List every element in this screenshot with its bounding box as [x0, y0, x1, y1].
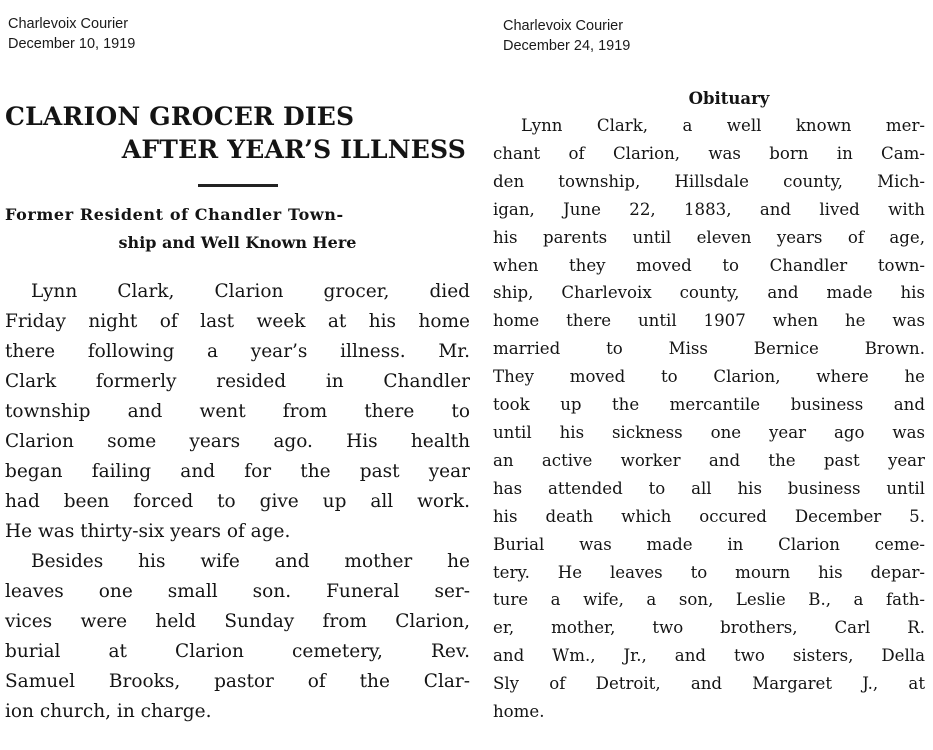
right-source-name: Charlevoix Courier	[503, 18, 624, 34]
text-line: an active worker and the past year	[493, 450, 925, 470]
text-line: igan, June 22, 1883, and lived with	[493, 199, 925, 219]
text-line: there following a year’s illness. Mr.	[5, 341, 470, 362]
text-line: has attended to all his business until	[493, 478, 925, 498]
text-line: married to Miss Bernice Brown.	[493, 339, 925, 359]
article-subheadline	[5, 201, 470, 257]
obituary-clipping	[493, 86, 925, 726]
text-line: vices were held Sunday from Clarion,	[5, 611, 470, 632]
text-line: Sly of Detroit, and Margaret J., at	[493, 674, 925, 694]
left-source-name: Charlevoix Courier	[8, 16, 129, 32]
subhead-line-2: ship and Well Known Here	[118, 233, 357, 252]
subhead-line-1: Former Resident of Chandler Town-	[5, 205, 344, 224]
headline-line-2: AFTER YEAR’S ILLNESS	[121, 135, 466, 164]
text-line: ture a wife, a son, Leslie B., a fath-	[493, 590, 925, 610]
obituary-title: Obituary	[688, 89, 770, 108]
text-line: and Wm., Jr., and two sisters, Della	[493, 646, 925, 666]
text-line: ion church, in charge.	[5, 701, 212, 722]
headline-divider	[198, 184, 278, 187]
text-line: Burial was made in Clarion ceme-	[493, 534, 925, 554]
text-line: home.	[493, 702, 545, 722]
text-line: had been forced to give up all work.	[5, 491, 470, 512]
text-line: Lynn Clark, Clarion grocer, died	[31, 281, 470, 302]
text-line: his parents until eleven years of age,	[493, 227, 925, 247]
text-line: tery. He leaves to mourn his depar-	[493, 562, 925, 582]
text-line: took up the mercantile business and	[493, 395, 925, 415]
article-paragraph-2	[5, 547, 470, 727]
left-source-date: December 10, 1919	[8, 36, 136, 52]
left-clipping-caption	[8, 14, 135, 54]
text-line: his death which occured December 5.	[493, 506, 925, 526]
text-line: ship, Charlevoix county, and made his	[493, 283, 925, 303]
article-paragraph-1	[5, 277, 470, 547]
news-article-clipping	[5, 100, 470, 727]
headline-line-1: CLARION GROCER DIES	[5, 102, 355, 131]
text-line: Clark formerly resided in Chandler	[5, 371, 470, 392]
text-line: They moved to Clarion, where he	[493, 367, 925, 387]
text-line: He was thirty-six years of age.	[5, 521, 291, 542]
text-line: Lynn Clark, a well known mer-	[521, 116, 925, 135]
article-headline	[5, 100, 470, 166]
text-line: Clarion some years ago. His health	[5, 431, 470, 452]
text-line: leaves one small son. Funeral ser-	[5, 581, 470, 602]
right-source-date: December 24, 1919	[503, 38, 631, 54]
text-line: er, mother, two brothers, Carl R.	[493, 618, 925, 638]
text-line: when they moved to Chandler town-	[493, 255, 925, 275]
right-clipping-caption	[503, 16, 630, 56]
text-line: began failing and for the past year	[5, 461, 470, 482]
text-line: Samuel Brooks, pastor of the Clar-	[5, 671, 470, 692]
article-body	[5, 277, 470, 727]
text-line: chant of Clarion, was born in Cam-	[493, 143, 925, 163]
text-line: township and went from there to	[5, 401, 470, 422]
obituary-body	[493, 112, 925, 726]
text-line: burial at Clarion cemetery, Rev.	[5, 641, 470, 662]
text-line: until his sickness one year ago was	[493, 422, 925, 442]
text-line: home there until 1907 when he was	[493, 311, 925, 331]
text-line: den township, Hillsdale county, Mich-	[493, 171, 925, 191]
text-line: Friday night of last week at his home	[5, 311, 470, 332]
text-line: Besides his wife and mother he	[31, 551, 470, 572]
